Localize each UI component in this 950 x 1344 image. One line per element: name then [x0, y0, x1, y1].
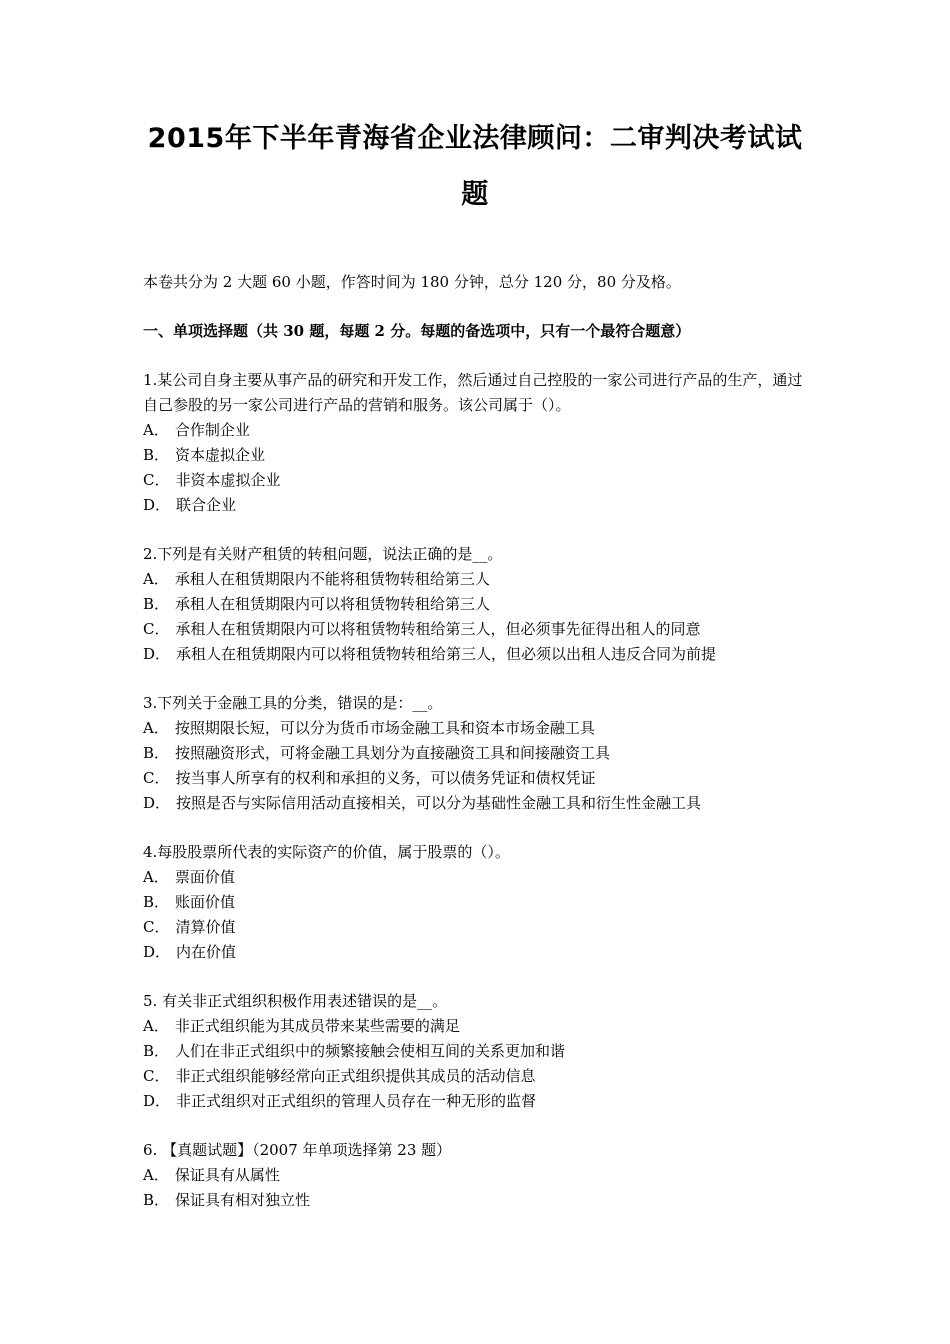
- option-letter: A．: [143, 1017, 169, 1035]
- option-text: 资本虚拟企业: [175, 446, 266, 464]
- question-item: [143, 840, 807, 965]
- option-text: 承租人在租赁期限内可以将租赁物转租给第三人: [175, 595, 491, 613]
- answer-option: [143, 493, 807, 518]
- question-stem: 2.下列是有关财产租赁的转租问题，说法正确的是__。: [143, 545, 503, 563]
- option-text: 承租人在租赁期限内可以将租赁物转租给第三人，但必须以出租人违反合同为前提: [176, 645, 717, 663]
- question-item: [143, 368, 807, 518]
- option-text: 合作制企业: [174, 421, 250, 439]
- option-text: 联合企业: [176, 496, 237, 514]
- option-letter: A．: [143, 719, 169, 737]
- option-letter: C．: [143, 918, 170, 936]
- answer-option: [143, 567, 807, 592]
- option-letter: D．: [143, 943, 171, 961]
- option-letter: C．: [143, 620, 170, 638]
- question-item: [143, 1138, 807, 1213]
- option-letter: B．: [143, 893, 170, 911]
- answer-option: [143, 1014, 807, 1039]
- option-letter: D．: [143, 496, 171, 514]
- question-item: [143, 691, 807, 816]
- answer-option: [143, 1163, 807, 1188]
- option-text: 票面价值: [174, 868, 235, 886]
- option-text: 清算价值: [175, 918, 236, 936]
- option-text: 承租人在租赁期限内不能将租赁物转租给第三人: [174, 570, 490, 588]
- answer-option: [143, 766, 807, 791]
- answer-option: [143, 1188, 807, 1213]
- question-stem: 5. 有关非正式组织积极作用表述错误的是__。: [143, 992, 448, 1010]
- answer-option: [143, 468, 807, 493]
- option-text: 保证具有从属性: [174, 1166, 280, 1184]
- exam-intro: 本卷共分为 2 大题 60 小题，作答时间为 180 分钟，总分 120 分，80 分及格。: [143, 273, 681, 291]
- option-letter: A．: [143, 1166, 169, 1184]
- answer-option: [143, 741, 807, 766]
- question-item: [143, 989, 807, 1114]
- option-letter: C．: [143, 471, 170, 489]
- option-letter: D．: [143, 1092, 171, 1110]
- answer-option: [143, 865, 807, 890]
- answer-option: [143, 592, 807, 617]
- option-letter: C．: [143, 1067, 170, 1085]
- option-letter: A．: [143, 421, 169, 439]
- question-stem: 6. 【真题试题】（2007 年单项选择第 23 题）: [143, 1141, 452, 1159]
- question-stem: 3.下列关于金融工具的分类，错误的是：__。: [143, 694, 443, 712]
- option-text: 按照期限长短，可以分为货币市场金融工具和资本市场金融工具: [174, 719, 595, 737]
- answer-option: [143, 791, 807, 816]
- option-text: 非正式组织对正式组织的管理人员存在一种无形的监督: [176, 1092, 537, 1110]
- answer-option: [143, 716, 807, 741]
- option-text: 按当事人所享有的权利和承担的义务，可以债务凭证和债权凭证: [175, 769, 596, 787]
- option-letter: A．: [143, 868, 169, 886]
- question-stem: 1.某公司自身主要从事产品的研究和开发工作，然后通过自己控股的一家公司进行产品的生产，通过自己参股的另一家公司进行产品的营销和服务。该公司属于（）。: [143, 371, 803, 414]
- answer-option: [143, 443, 807, 468]
- document-title: 2015年下半年青海省企业法律顾问：二审判决考试试题: [147, 123, 803, 210]
- answer-option: [143, 890, 807, 915]
- answer-option: [143, 1064, 807, 1089]
- option-text: 按照是否与实际信用活动直接相关，可以分为基础性金融工具和衍生性金融工具: [176, 794, 702, 812]
- answer-option: [143, 418, 807, 443]
- option-letter: B．: [143, 1042, 170, 1060]
- option-letter: B．: [143, 446, 170, 464]
- option-text: 非资本虚拟企业: [175, 471, 281, 489]
- option-letter: D．: [143, 645, 171, 663]
- option-text: 非正式组织能为其成员带来某些需要的满足: [174, 1017, 460, 1035]
- option-text: 保证具有相对独立性: [175, 1191, 311, 1209]
- answer-option: [143, 1089, 807, 1114]
- option-text: 账面价值: [175, 893, 236, 911]
- section-heading: 一、单项选择题（共 30 题，每题 2 分。每题的备选项中，只有一个最符合题意）: [143, 322, 691, 340]
- question-stem: 4.每股股票所代表的实际资产的价值，属于股票的（）。: [143, 843, 510, 861]
- option-letter: C．: [143, 769, 170, 787]
- question-list: [143, 368, 807, 1213]
- option-text: 内在价值: [176, 943, 237, 961]
- option-letter: B．: [143, 1191, 170, 1209]
- option-text: 按照融资形式，可将金融工具划分为直接融资工具和间接融资工具: [175, 744, 611, 762]
- answer-option: [143, 617, 807, 642]
- option-text: 非正式组织能够经常向正式组织提供其成员的活动信息: [175, 1067, 536, 1085]
- question-item: [143, 542, 807, 667]
- answer-option: [143, 915, 807, 940]
- option-letter: D．: [143, 794, 171, 812]
- option-letter: B．: [143, 744, 170, 762]
- answer-option: [143, 1039, 807, 1064]
- option-letter: A．: [143, 570, 169, 588]
- answer-option: [143, 940, 807, 965]
- answer-option: [143, 642, 807, 667]
- option-letter: B．: [143, 595, 170, 613]
- option-text: 人们在非正式组织中的频繁接触会使相互间的关系更加和谐: [175, 1042, 566, 1060]
- option-text: 承租人在租赁期限内可以将租赁物转租给第三人，但必须事先征得出租人的同意: [175, 620, 701, 638]
